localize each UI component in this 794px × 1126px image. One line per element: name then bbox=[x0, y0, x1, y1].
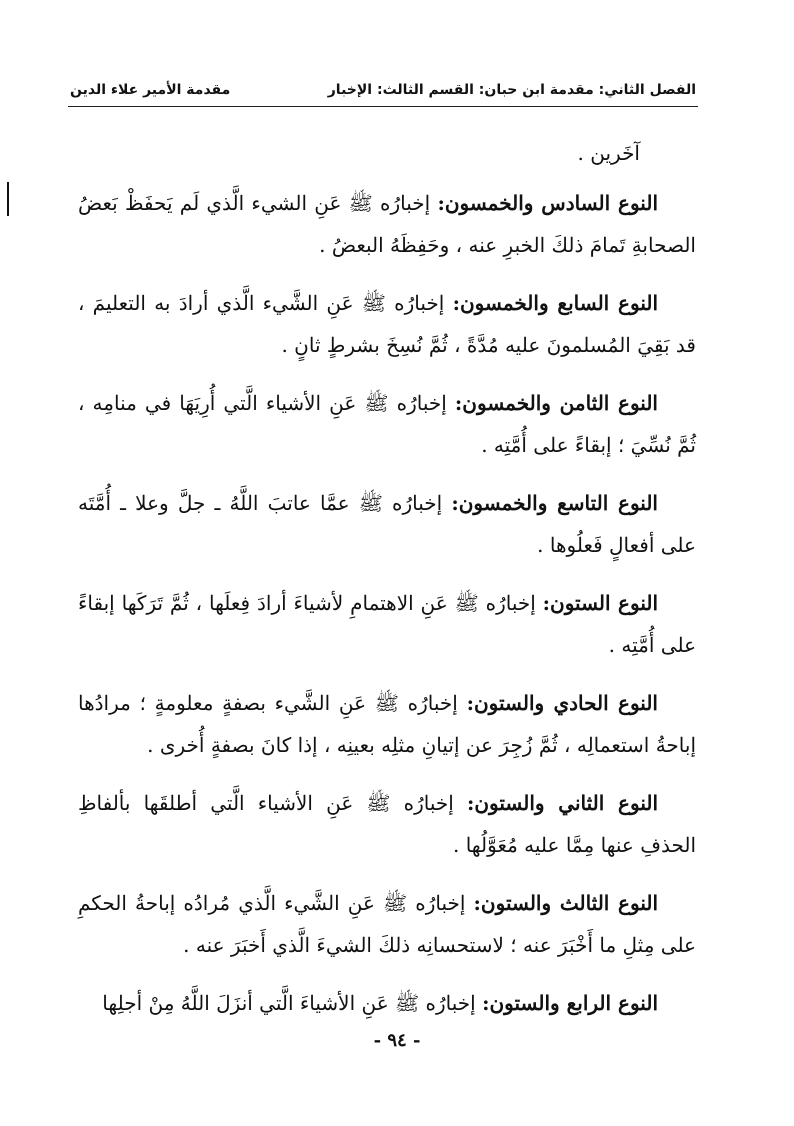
paragraph-64 bbox=[78, 982, 696, 1024]
page-number: - ٩٤ - bbox=[373, 1030, 421, 1051]
paragraph-56 bbox=[78, 182, 696, 266]
continuation-line: آخَرين . bbox=[577, 141, 640, 165]
paragraph-text: إخبارُه ﷺ عمَّا عاتبَ اللَّهُ ـ جلَّ وعلا ـ أُمَّتَه على أفعالٍ فَعلُوها . bbox=[78, 491, 696, 557]
paragraph-heading: النوع الرابع والستون: bbox=[482, 991, 658, 1015]
running-header bbox=[70, 78, 696, 102]
paragraph-62 bbox=[78, 782, 696, 866]
paragraph-63 bbox=[78, 882, 696, 966]
paragraph-text: إخبارُه ﷺ عَنِ الشَّيء بصفةٍ معلومةٍ ؛ مرادُها إباحةُ استعمالِه ، ثُمَّ زُجِرَ عن إتيانِ مثلِه بعينِه ، إذا كانَ بصفةٍ أُخرى . bbox=[78, 691, 696, 757]
paragraph-heading: النوع الثالث والستون: bbox=[473, 891, 658, 915]
paragraph-text: إخبارُه ﷺ عَنِ الأشياءَ الَّتي أنزَلَ اللَّهُ مِنْ أجلِها bbox=[102, 991, 483, 1015]
paragraph-heading: النوع الستون: bbox=[542, 591, 659, 615]
paragraph-heading: النوع السادس والخمسون: bbox=[437, 191, 658, 215]
margin-mark bbox=[7, 182, 9, 216]
header-chapter-title: الفصل الثاني: مقدمة ابن حبان: القسم الثالث: الإخبار bbox=[327, 82, 696, 98]
paragraph-text: إخبارُه ﷺ عَنِ الشَّيء الَّذي مُرادُه إباحةُ الحكمِ على مِثلِ ما أَخْبَرَ عنه ؛ لاستحسانِه ذلكَ الشيءَ الَّذي أَخبَرَ عنه . bbox=[78, 891, 696, 957]
paragraph-60 bbox=[78, 582, 696, 666]
paragraph-58 bbox=[78, 382, 696, 466]
page-body bbox=[78, 132, 696, 1040]
paragraph-61 bbox=[78, 682, 696, 766]
paragraph-59 bbox=[78, 482, 696, 566]
paragraph-heading: النوع الثاني والستون: bbox=[466, 791, 658, 815]
paragraph-text: إخبارُه ﷺ عَنِ الأشياء الَّتي أُرِيَهَا في منامِه ، ثُمَّ نُسِّيَ ؛ إبقاءً على أُمَّتِه . bbox=[78, 391, 696, 457]
header-book-title: مقدمة الأمير علاء الدين bbox=[70, 82, 231, 98]
paragraph-heading: النوع الحادي والستون: bbox=[466, 691, 658, 715]
paragraph-heading: النوع السابع والخمسون: bbox=[452, 291, 659, 315]
paragraph-heading: النوع الثامن والخمسون: bbox=[454, 391, 658, 415]
paragraph-57 bbox=[78, 282, 696, 366]
paragraph-text: إخبارُه ﷺ عَنِ الشيء الَّذي لَم يَحفَظْ بَعضُ الصحابةِ تَمامَ ذلكَ الخبرِ عنه ، وحَفِظَهُ البعضُ . bbox=[78, 191, 696, 257]
paragraph-heading: النوع التاسع والخمسون: bbox=[451, 491, 658, 515]
paragraph-text: إخبارُه ﷺ عَنِ الأشياء الَّتي أطلقَها بألفاظِ الحذفِ عنها مِمَّا عليه مُعَوَّلُها . bbox=[78, 791, 696, 857]
header-rule bbox=[68, 106, 698, 107]
paragraph-text: إخبارُه ﷺ عَنِ الاهتمامِ لأشياءَ أرادَ فِعلَها ، ثُمَّ تَرَكَها إبقاءً على أُمَّتِه . bbox=[78, 591, 696, 657]
paragraph-text: إخبارُه ﷺ عَنِ الشَّيء الَّذي أرادَ به التعليمَ ، قد بَقِيَ المُسلمونَ عليه مُدَّةً ، ثُمَّ نُسِخَ بشرطٍ ثانٍ . bbox=[78, 291, 696, 357]
